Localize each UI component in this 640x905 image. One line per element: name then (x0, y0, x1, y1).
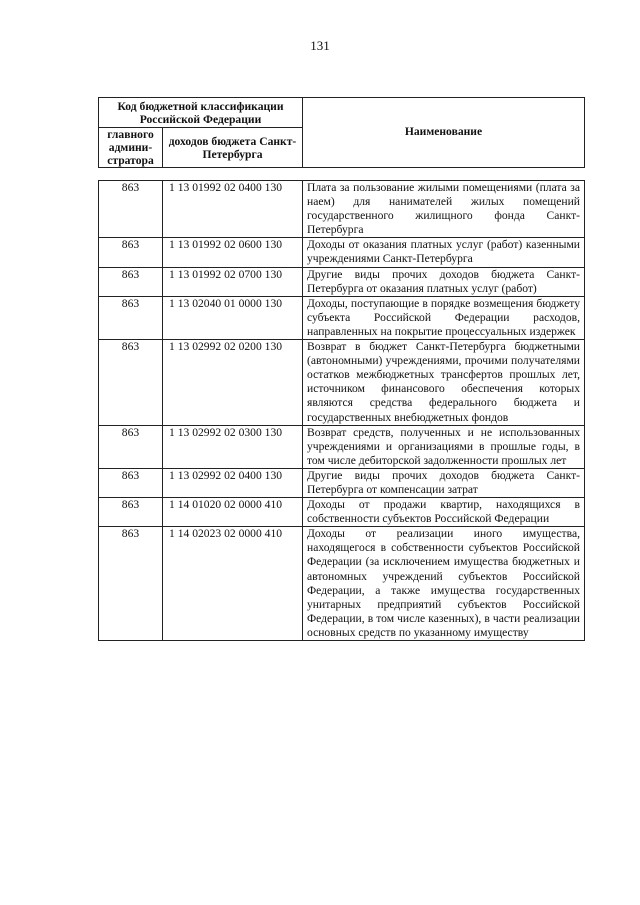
table-row (99, 468, 585, 497)
admin-code-cell: 863 (99, 425, 163, 468)
name-cell: Доходы, поступающие в порядке возмещения бюджету субъекта Российской Федерации расходов, направленных на покрытие процессуальных издержек (303, 296, 585, 339)
income-column-header: доходов бюджета Санкт-Петербурга (163, 128, 303, 168)
admin-column-header: главного админи-стратора (99, 128, 163, 168)
income-table (98, 180, 585, 641)
name-cell: Доходы от реализации иного имущества, находящегося в собственности субъектов Российской Федерации (за исключением имущества бюджетных и автономных учреждений субъектов Российской Федерации, а также имущества государственных унитарных предприятий субъектов Российской Федерации, в том числе казенных), в части реализации основных средств по указанному имуществу (303, 527, 585, 641)
page-number: 131 (310, 38, 330, 53)
admin-code-cell: 863 (99, 468, 163, 497)
name-cell: Доходы от оказания платных услуг (работ) казенными учреждениями Санкт-Петербурга (303, 238, 585, 267)
admin-code-cell: 863 (99, 340, 163, 426)
table-row (99, 238, 585, 267)
income-code-cell: 1 13 02992 02 0300 130 (163, 425, 303, 468)
name-cell: Плата за пользование жилыми помещениями (плата за наем) для нанимателей жилых помещений государственного жилищного фонда Санкт-Петербурга (303, 181, 585, 238)
income-code-cell: 1 13 02992 02 0200 130 (163, 340, 303, 426)
table-header (98, 97, 585, 168)
table-row (99, 296, 585, 339)
income-code-cell: 1 14 01020 02 0000 410 (163, 498, 303, 527)
table-row (99, 425, 585, 468)
name-cell: Возврат средств, полученных и не использованных учреждениями и организациями в прошлые годы, в том числе дебиторской задолженности прошлых лет (303, 425, 585, 468)
name-column-header: Наименование (303, 98, 585, 168)
table-row (99, 340, 585, 426)
income-code-cell: 1 13 01992 02 0700 130 (163, 267, 303, 296)
admin-code-cell: 863 (99, 181, 163, 238)
name-cell: Другие виды прочих доходов бюджета Санкт-Петербурга от компенсации затрат (303, 468, 585, 497)
kbk-title: Код бюджетной классификации Российской Федерации (99, 98, 303, 128)
income-code-cell: 1 13 01992 02 0600 130 (163, 238, 303, 267)
income-code-cell: 1 13 02992 02 0400 130 (163, 468, 303, 497)
admin-code-cell: 863 (99, 267, 163, 296)
name-cell: Доходы от продажи квартир, находящихся в собственности субъектов Российской Федерации (303, 498, 585, 527)
admin-code-cell: 863 (99, 498, 163, 527)
admin-code-cell: 863 (99, 296, 163, 339)
table-row (99, 527, 585, 641)
name-cell: Другие виды прочих доходов бюджета Санкт-Петербурга от оказания платных услуг (работ) (303, 267, 585, 296)
income-code-cell: 1 13 02040 01 0000 130 (163, 296, 303, 339)
table-row (99, 267, 585, 296)
name-cell: Возврат в бюджет Санкт-Петербурга бюджетными (автономными) учреждениями, прочими получателями остатков межбюджетных трансфертов прошлых лет, источником финансового обеспечения которых являются средства федерального бюджета и государственных внебюджетных фондов (303, 340, 585, 426)
income-code-cell: 1 14 02023 02 0000 410 (163, 527, 303, 641)
admin-code-cell: 863 (99, 527, 163, 641)
admin-code-cell: 863 (99, 238, 163, 267)
table-row (99, 498, 585, 527)
table-row (99, 181, 585, 238)
income-code-cell: 1 13 01992 02 0400 130 (163, 181, 303, 238)
